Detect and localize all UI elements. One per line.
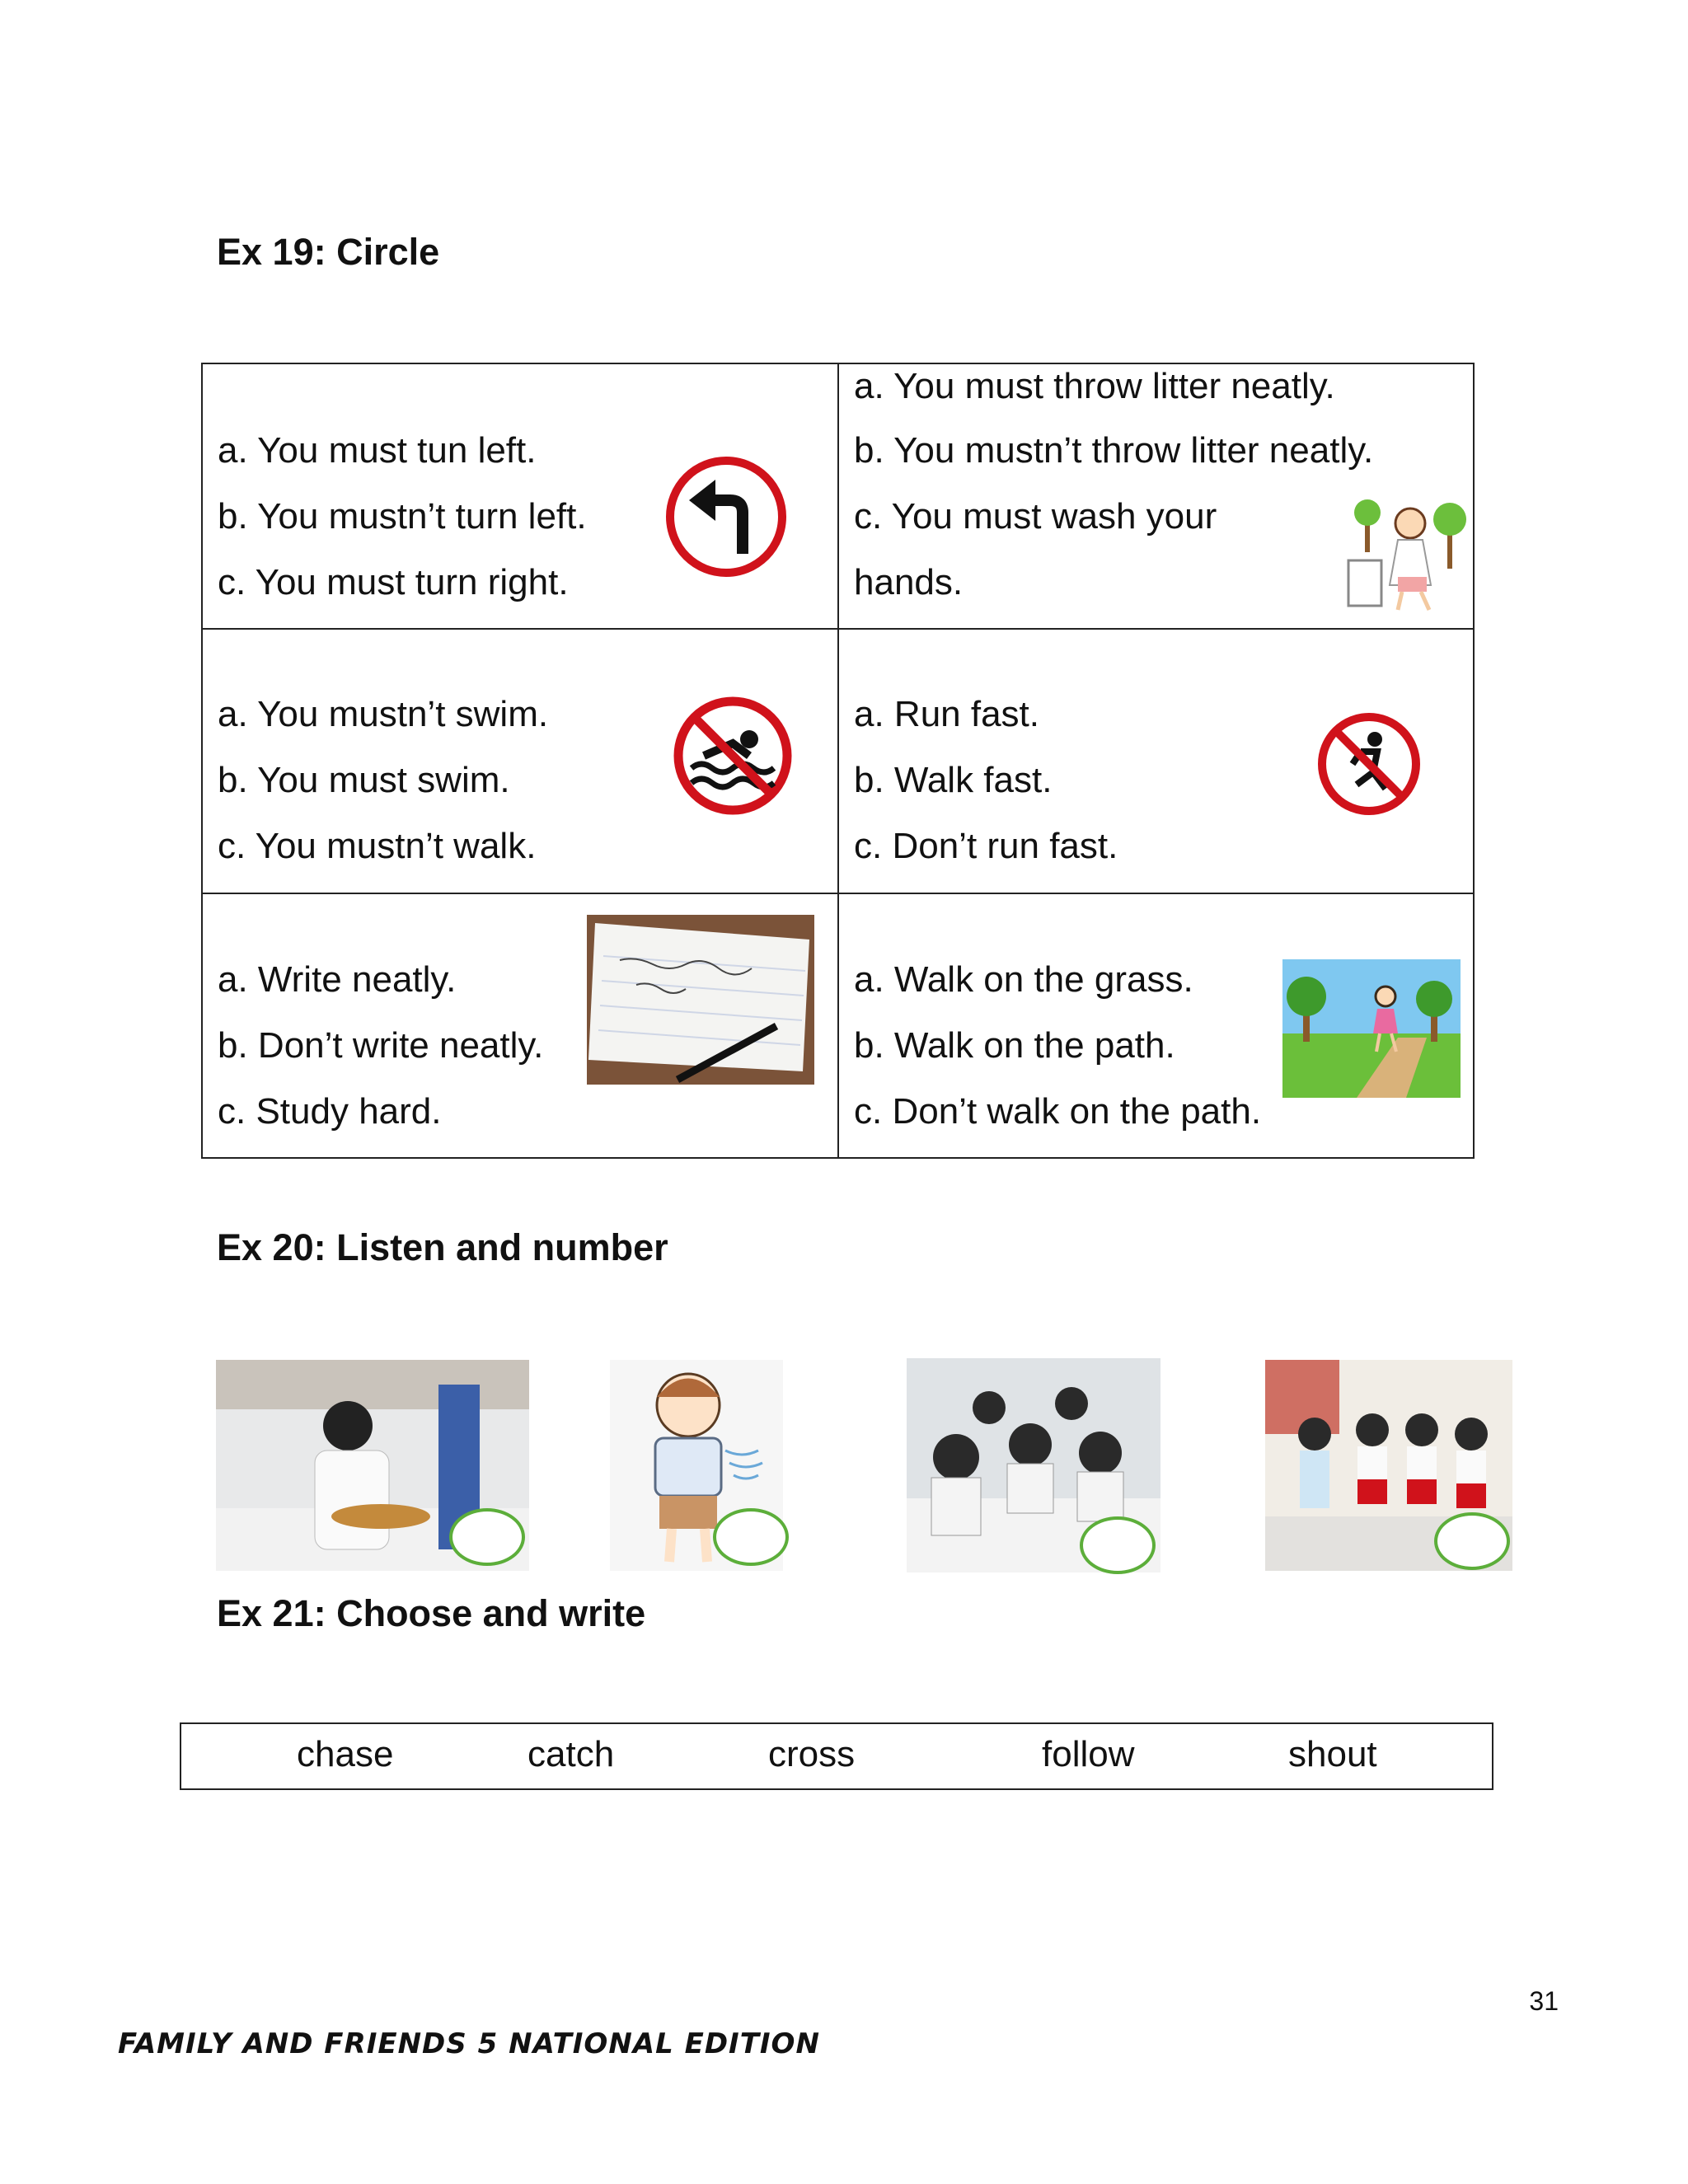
table-divider — [203, 628, 1473, 630]
option-b[interactable]: b. Don’t write neatly. — [218, 1025, 544, 1066]
option-b[interactable]: b. You must swim. — [218, 760, 510, 800]
no-swimming-sign-icon — [671, 694, 795, 818]
option-a[interactable]: a. Walk on the grass. — [854, 959, 1193, 1000]
ex20-heading: Ex 20: Listen and number — [217, 1226, 668, 1268]
option-a[interactable]: a. Run fast. — [854, 694, 1040, 734]
footer-title: FAMILY AND FRIENDS 5 NATIONAL EDITION — [118, 2027, 820, 2060]
answer-oval[interactable] — [1434, 1512, 1510, 1570]
answer-oval[interactable] — [1080, 1516, 1156, 1574]
word-bank-item[interactable]: shout — [1288, 1734, 1377, 1774]
girl-walking-path-picture — [1282, 959, 1461, 1098]
word-bank-item[interactable]: follow — [1042, 1734, 1135, 1774]
option-c[interactable]: c. You must turn right. — [218, 562, 569, 602]
option-c[interactable]: c. Study hard. — [218, 1091, 442, 1132]
table-divider — [837, 364, 839, 1157]
word-bank-item[interactable]: catch — [528, 1734, 615, 1774]
answer-oval[interactable] — [713, 1508, 789, 1566]
option-a[interactable]: a. You must tun left. — [218, 430, 537, 471]
option-c[interactable]: c. You mustn’t walk. — [218, 826, 537, 866]
ex19-heading: Ex 19: Circle — [217, 231, 440, 273]
word-bank — [180, 1722, 1493, 1790]
option-b[interactable]: b. Walk fast. — [854, 760, 1053, 800]
option-b[interactable]: b. You mustn’t throw litter neatly. — [854, 430, 1374, 471]
girl-throwing-litter-picture — [1340, 494, 1472, 618]
option-a[interactable]: a. Write neatly. — [218, 959, 457, 1000]
option-c[interactable]: c. You must wash your — [854, 496, 1217, 537]
option-c[interactable]: c. Don’t walk on the path. — [854, 1091, 1262, 1132]
option-b[interactable]: b. Walk on the path. — [854, 1025, 1175, 1066]
no-running-sign-icon — [1315, 710, 1423, 818]
handwriting-paper-photo — [587, 915, 814, 1085]
table-divider — [203, 893, 1473, 894]
word-bank-item[interactable]: chase — [297, 1734, 394, 1774]
option-c-continued: hands. — [854, 562, 964, 602]
option-b[interactable]: b. You mustn’t turn left. — [218, 496, 587, 537]
option-a[interactable]: a. You mustn’t swim. — [218, 694, 549, 734]
ex19-table — [201, 363, 1475, 1159]
answer-oval[interactable] — [449, 1508, 525, 1566]
option-a[interactable]: a. You must throw litter neatly. — [854, 366, 1335, 406]
ex21-heading: Ex 21: Choose and write — [217, 1592, 646, 1634]
page-number: 31 — [1529, 1986, 1559, 2016]
option-c[interactable]: c. Don’t run fast. — [854, 826, 1118, 866]
turn-left-sign-icon — [664, 455, 788, 579]
word-bank-item[interactable]: cross — [768, 1734, 856, 1774]
